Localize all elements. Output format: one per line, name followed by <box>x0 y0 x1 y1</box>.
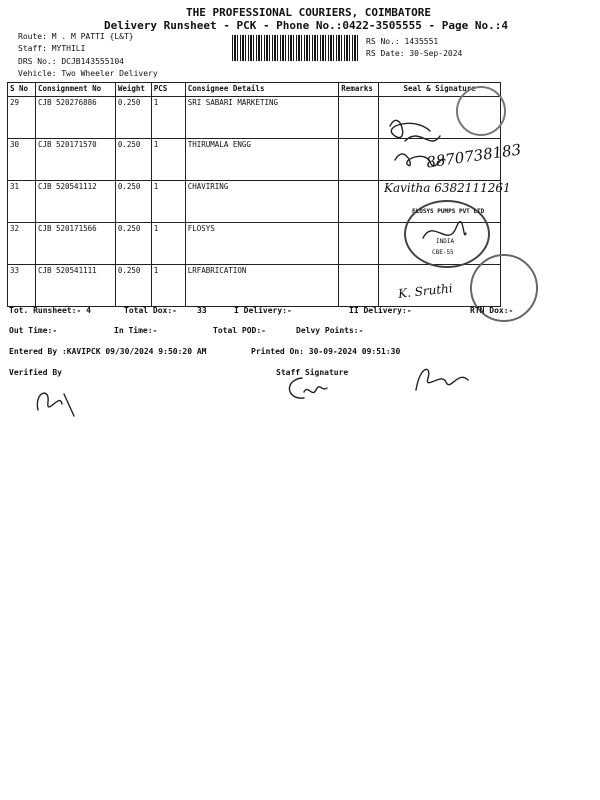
staff-label: Staff: MYTHILI <box>18 44 86 53</box>
cell-remarks <box>339 181 379 223</box>
company-title: THE PROFESSIONAL COURIERS, COIMBATORE <box>186 6 432 19</box>
cell-weight: 0.250 <box>115 97 151 139</box>
cell-pcs: 1 <box>151 97 185 139</box>
cell-remarks <box>339 265 379 307</box>
stamp-text-outer: FLOSYS PUMPS PVT LTD <box>412 208 485 215</box>
stamp-text-mid: INDIA <box>436 238 455 245</box>
col-sno: S No <box>8 83 36 97</box>
cell-sno: 30 <box>8 139 36 181</box>
total-dox-label: Total Dox:- <box>124 306 177 315</box>
cell-consignment: CJB 520541111 <box>35 265 115 307</box>
handwritten-sruthi: K. Sruthi <box>397 281 454 301</box>
cell-consignee: THIRUMALA ENGG <box>185 139 339 181</box>
cell-consignee: SRI SABARI MARKETING <box>185 97 339 139</box>
tot-runsheet: Tot. Runsheet:- 4 <box>9 306 91 315</box>
cell-consignment: CJB 520171570 <box>35 139 115 181</box>
handwritten-kavitha: Kavitha 6382111261 <box>384 181 511 195</box>
cell-consignee: CHAVIRING <box>185 181 339 223</box>
entered-by: Entered By :KAVIPCK 09/30/2024 9:50:20 AM <box>9 347 207 356</box>
handwritten-phone: 8870738183 <box>425 140 523 172</box>
col-consignment: Consignment No <box>35 83 115 97</box>
rtn-dox: RTN Dox:- <box>470 306 514 315</box>
cell-pcs: 1 <box>151 139 185 181</box>
cell-remarks <box>339 223 379 265</box>
col-weight: Weight <box>115 83 151 97</box>
in-time: In Time:- <box>114 326 158 335</box>
cell-sno: 33 <box>8 265 36 307</box>
cell-weight: 0.250 <box>115 265 151 307</box>
printed-on: Printed On: 30-09-2024 09:51:30 <box>251 347 401 356</box>
stamp-text-bottom: CBE-55 <box>432 249 454 256</box>
col-pcs: PCS <box>151 83 185 97</box>
total-dox-value: 33 <box>197 306 207 315</box>
cell-consignee: LRFABRICATION <box>185 265 339 307</box>
ii-delivery: II Delivery:- <box>349 306 412 315</box>
total-pod: Total POD:- <box>213 326 266 335</box>
i-delivery: I Delivery:- <box>234 306 292 315</box>
verified-by: Verified By <box>9 368 62 377</box>
cell-weight: 0.250 <box>115 181 151 223</box>
verified-signature <box>30 382 80 422</box>
staff-signature-label: Staff Signature <box>276 368 349 377</box>
staff-signature-mark <box>282 374 332 404</box>
col-remarks: Remarks <box>339 83 379 97</box>
signature-row32 <box>418 218 468 248</box>
cell-consignment: CJB 520541112 <box>35 181 115 223</box>
cell-sno: 32 <box>8 223 36 265</box>
cell-consignment: CJB 520171566 <box>35 223 115 265</box>
cell-weight: 0.250 <box>115 223 151 265</box>
route-label: Route: M . M PATTI {L&T} <box>18 32 134 41</box>
runsheet-title: Delivery Runsheet - PCK - Phone No.:0422-3505555 - Page No.:4 <box>104 19 508 32</box>
cell-pcs: 1 <box>151 223 185 265</box>
rs-date: RS Date: 30-Sep-2024 <box>366 49 463 58</box>
out-time: Out Time:- <box>9 326 58 335</box>
barcode <box>232 35 360 61</box>
vehicle-label: Vehicle: Two Wheeler Delivery <box>18 69 158 78</box>
col-consignee: Consignee Details <box>185 83 339 97</box>
cell-consignee: FLOSYS <box>185 223 339 265</box>
cell-pcs: 1 <box>151 181 185 223</box>
staff-signature-2 <box>406 360 476 400</box>
cell-sno: 29 <box>8 97 36 139</box>
cell-consignment: CJB 520276886 <box>35 97 115 139</box>
cell-weight: 0.250 <box>115 139 151 181</box>
cell-pcs: 1 <box>151 265 185 307</box>
col-seal-signature: Seal & Signature <box>379 83 501 97</box>
rs-number: RS No.: 1435551 <box>366 37 439 46</box>
delvy-points: Delvy Points:- <box>296 326 364 335</box>
table-header-row <box>8 83 501 97</box>
cell-sno: 31 <box>8 181 36 223</box>
drs-label: DRS No.: DCJB143555104 <box>18 57 124 66</box>
